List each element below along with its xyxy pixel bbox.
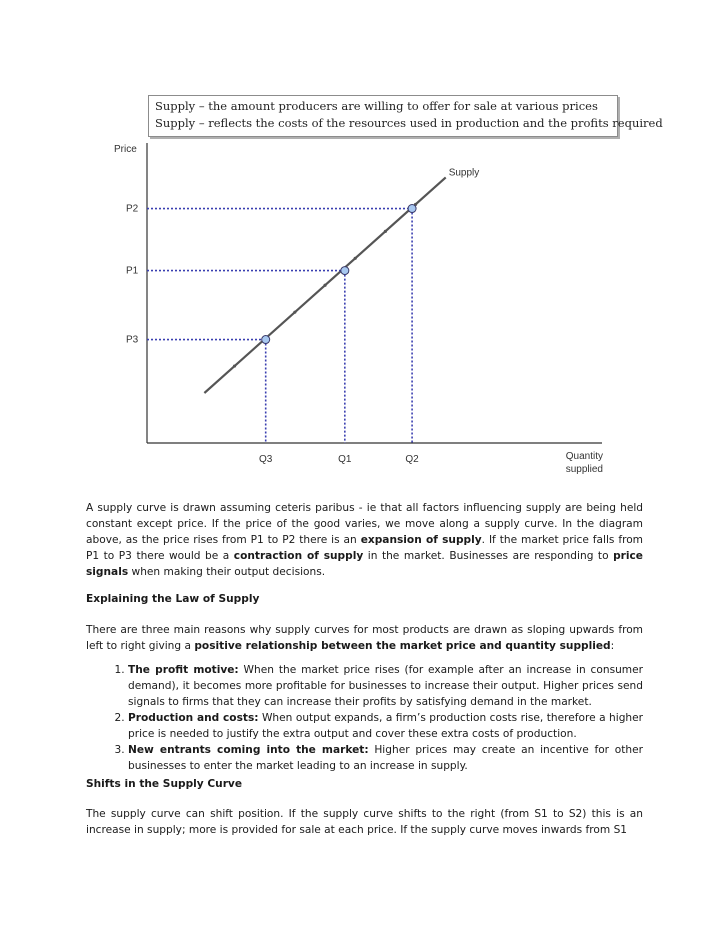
y-axis-label: Price <box>114 144 137 155</box>
paragraph-three-reasons: There are three main reasons why supply curves for most products are drawn as sloping upwards from left to right giving a positive relationship between the market price and quantity supplied: <box>86 624 643 652</box>
heading-shifts-in-supply: Shifts in the Supply Curve <box>86 778 243 790</box>
supply-curve-tick <box>233 364 236 367</box>
term-expansion-of-supply: expansion of supply <box>360 534 482 546</box>
definition-line-1: Supply – the amount producers are willing to offer for sale at various prices <box>155 99 598 113</box>
definition-line-2: Supply – reflects the costs of the resources used in production and the profits required <box>155 116 663 130</box>
paragraph-shifts: The supply curve can shift position. If the supply curve shifts to the right (from S1 to S2) this is an increase in supply; more is provided for sale at each price. If the supply curve moves inwards from S1 <box>86 808 643 836</box>
supply-curve-tick <box>384 230 387 233</box>
quantity-label-Q1: Q1 <box>338 454 352 465</box>
price-label-P1: P1 <box>126 265 139 277</box>
heading-law-of-supply: Explaining the Law of Supply <box>86 593 260 605</box>
point-P3-Q3 <box>262 336 270 344</box>
quantity-label-Q2: Q2 <box>405 454 419 465</box>
list-item: 3. New entrants coming into the market: Higher prices may create an incentive for other businesses to enter the market leading to an increase in supply. <box>128 742 643 774</box>
term-price-signals: price signals <box>86 550 643 578</box>
price-label-P3: P3 <box>126 334 139 346</box>
term-positive-relationship: positive relationship between the market price and quantity supplied <box>194 640 611 652</box>
price-label-P2: P2 <box>126 203 139 215</box>
x-axis-label-line-1: Quantity <box>565 451 603 462</box>
supply-curve-label: Supply <box>448 167 480 179</box>
x-axis-label-line-2: supplied <box>565 464 603 475</box>
term-contraction-of-supply: contraction of supply <box>233 550 364 562</box>
list-item: 2. Production and costs: When output expands, a firm’s production costs rise, therefore a higher price is needed to justify the extra output and cover these extra costs of production. <box>128 710 643 742</box>
supply-curve-tick <box>293 311 296 314</box>
list-item: 1. The profit motive: When the market price rises (for example after an increase in consumer demand), it becomes more profitable for businesses to increase their output. Higher prices send signals to firms that they can increase their profits by satisfying demand in the market. <box>128 662 643 710</box>
reasons-list <box>86 662 643 774</box>
supply-curve-tick <box>354 257 357 260</box>
quantity-label-Q3: Q3 <box>259 454 273 465</box>
point-P2-Q2 <box>408 205 416 213</box>
supply-curve-tick <box>323 284 326 287</box>
point-P1-Q1 <box>341 267 349 275</box>
paragraph-ceteris-paribus: A supply curve is drawn assuming ceteris paribus - ie that all factors influencing supply are being held constant except price. If the price of the good varies, we move along a supply curve. In the diagram above, as the price rises from P1 to P2 there is an expansion of supply. If the market price falls from P1 to P3 there would be a contraction of supply in the market. Businesses are responding to price signals when making their output decisions. <box>86 502 643 578</box>
